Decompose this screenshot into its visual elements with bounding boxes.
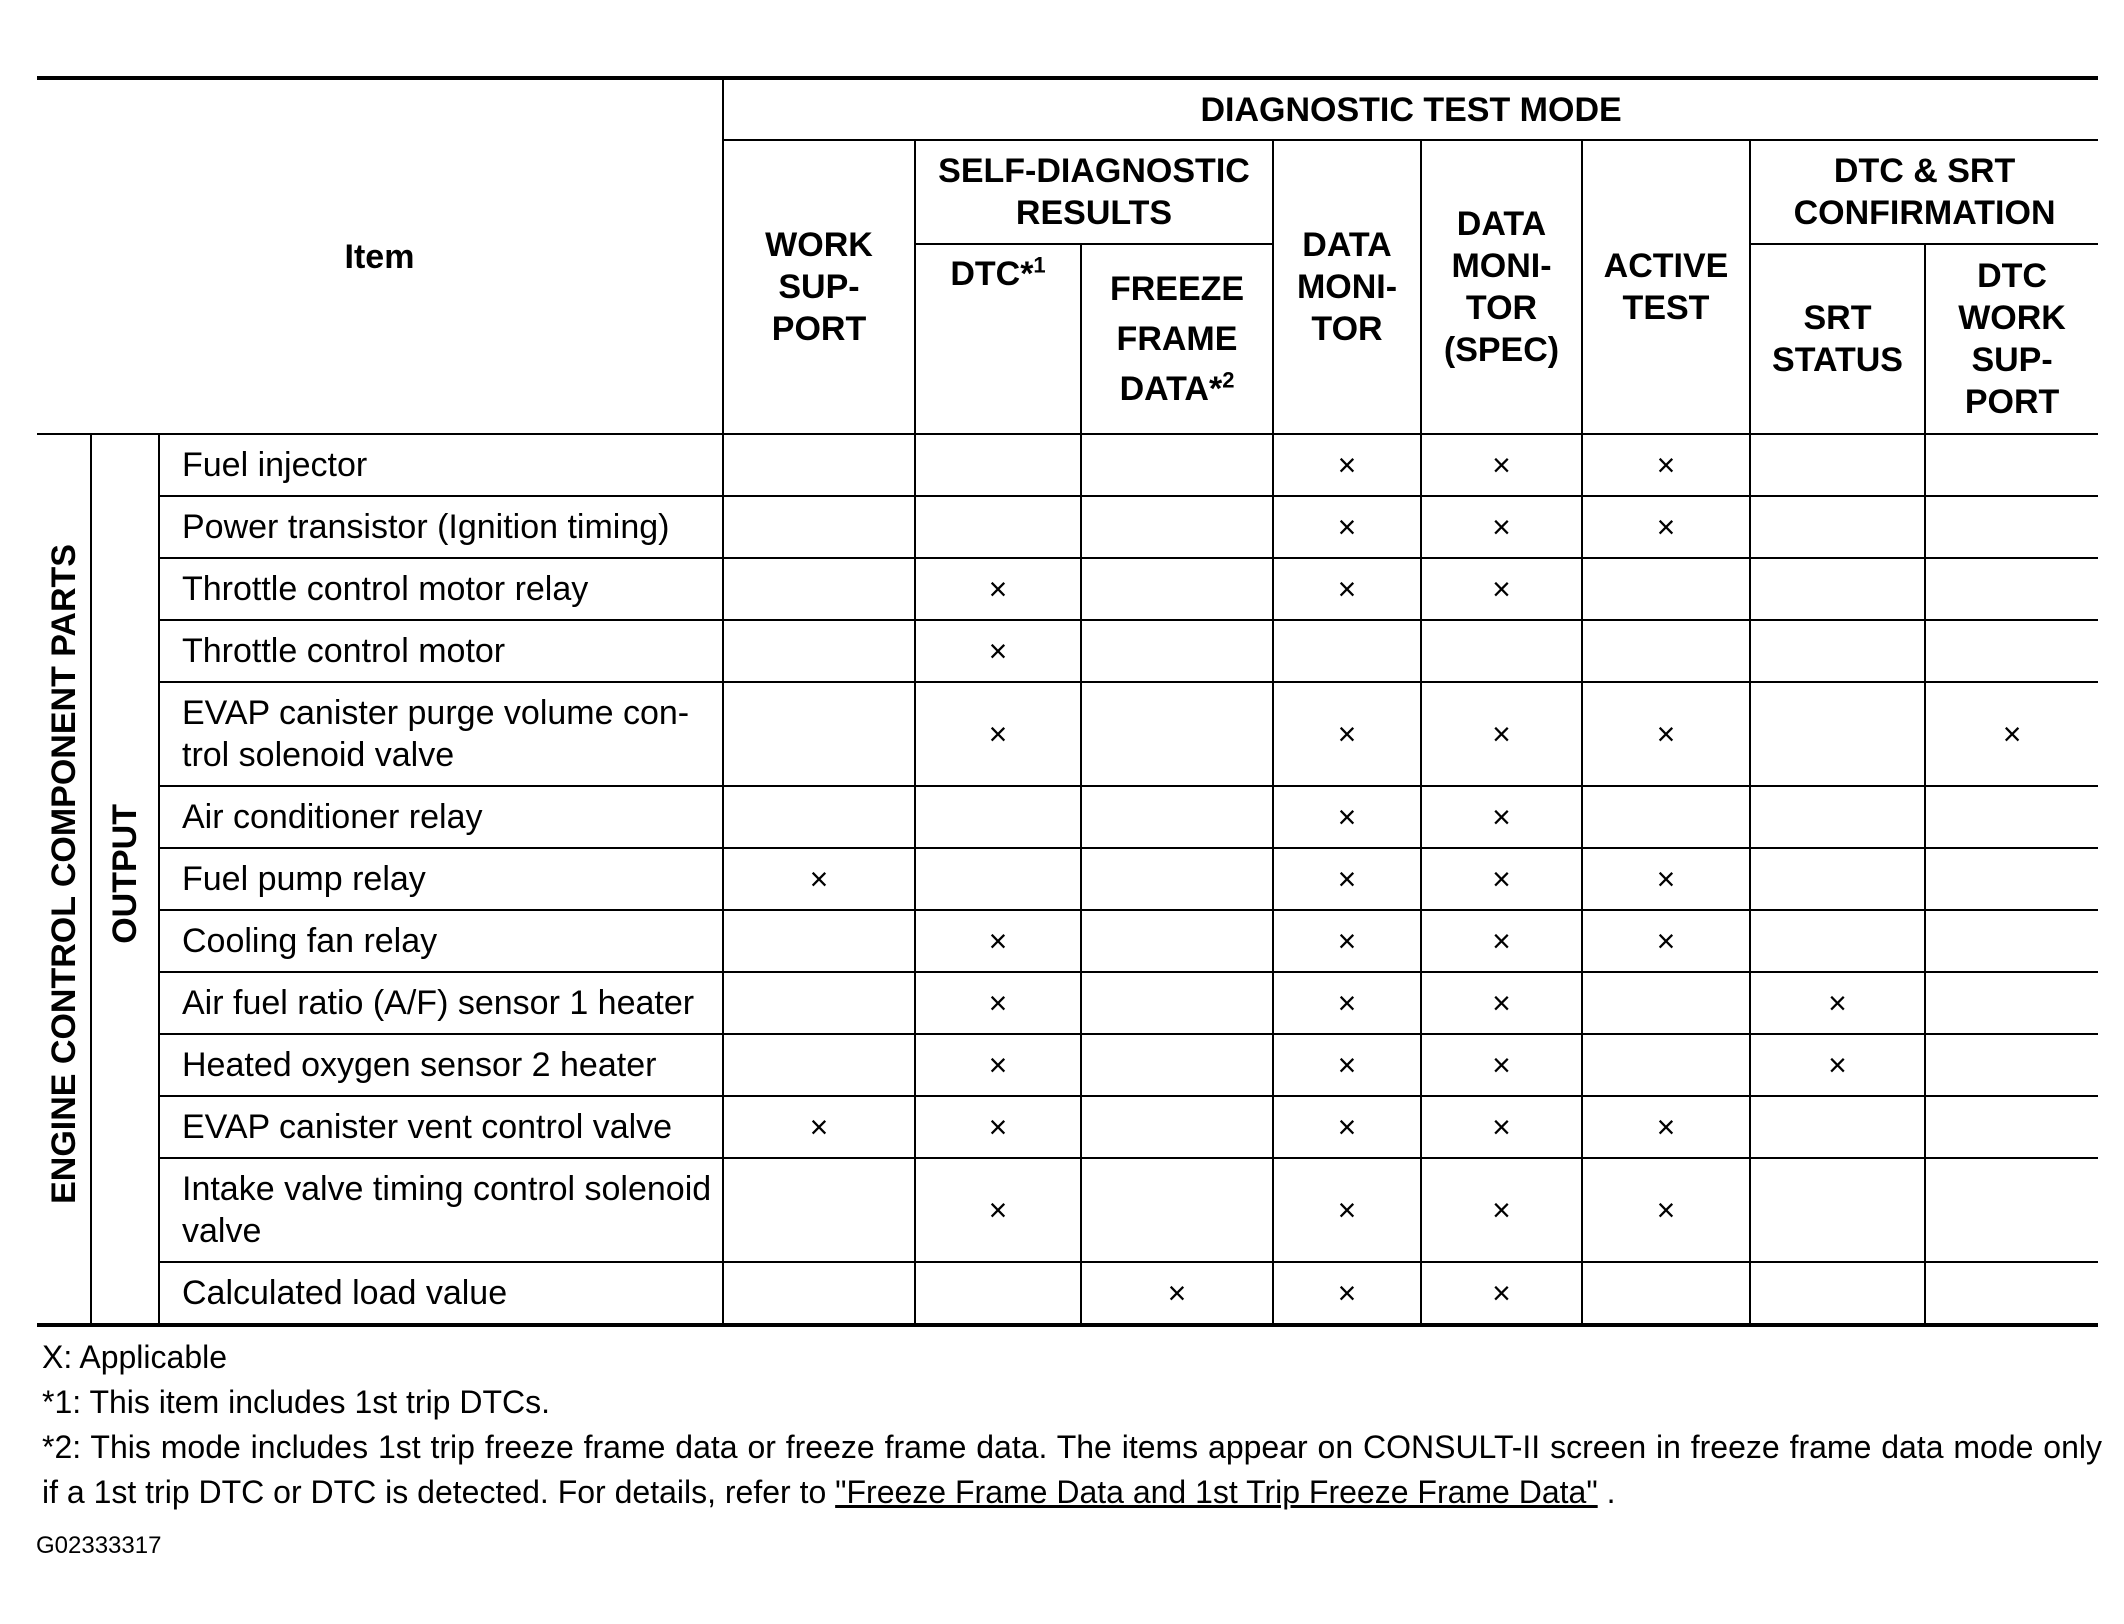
applicable-mark: × — [1273, 496, 1421, 558]
applicable-mark: × — [1925, 682, 2098, 786]
group-label-cell — [37, 434, 91, 1325]
applicable-mark — [723, 786, 915, 848]
applicable-mark — [1081, 682, 1273, 786]
subgroup-label: OUTPUT — [106, 804, 144, 944]
applicable-mark — [723, 682, 915, 786]
table-row — [37, 786, 2098, 848]
applicable-mark — [1925, 1262, 2098, 1325]
applicable-mark: × — [1081, 1262, 1273, 1325]
applicable-mark — [1582, 558, 1750, 620]
applicable-mark — [915, 786, 1081, 848]
applicable-mark — [1750, 496, 1925, 558]
item-name: Fuel injector — [159, 434, 723, 496]
note-applicable: X: Applicable — [42, 1339, 228, 1375]
applicable-mark — [1750, 910, 1925, 972]
applicable-mark: × — [1421, 1096, 1582, 1158]
applicable-mark — [1081, 558, 1273, 620]
applicable-mark: × — [723, 1096, 915, 1158]
applicable-mark: × — [915, 1096, 1081, 1158]
item-name: EVAP canister vent control valve — [159, 1096, 723, 1158]
srt-status-header: SRT STATUS — [1750, 244, 1925, 434]
applicable-mark — [1750, 1096, 1925, 1158]
item-name: Throttle control motor relay — [159, 558, 723, 620]
applicable-mark — [1925, 1158, 2098, 1262]
applicable-mark: × — [1582, 1096, 1750, 1158]
applicable-mark: × — [915, 1034, 1081, 1096]
applicable-mark — [1081, 1034, 1273, 1096]
applicable-mark: × — [1421, 1262, 1582, 1325]
active-test-header: ACTIVE TEST — [1582, 140, 1750, 434]
applicable-mark: × — [1582, 910, 1750, 972]
applicable-mark: × — [1421, 1034, 1582, 1096]
applicable-mark: × — [1421, 786, 1582, 848]
freeze-frame-data-header: FREEZE FRAME DATA*$^2$ — [1081, 244, 1273, 434]
applicable-mark — [1582, 786, 1750, 848]
applicable-mark — [1925, 620, 2098, 682]
applicable-mark — [1081, 910, 1273, 972]
group-label: ENGINE CONTROL COMPONENT PARTS — [44, 544, 83, 1204]
applicable-mark: × — [915, 1158, 1081, 1262]
applicable-mark — [723, 496, 915, 558]
applicable-mark: × — [1421, 558, 1582, 620]
applicable-mark — [1081, 848, 1273, 910]
applicable-mark: × — [1421, 848, 1582, 910]
applicable-mark — [1081, 972, 1273, 1034]
applicable-mark: × — [1273, 1158, 1421, 1262]
applicable-mark: × — [1273, 1262, 1421, 1325]
applicable-mark — [1925, 786, 2098, 848]
table-row — [37, 910, 2098, 972]
subgroup-label-cell — [91, 434, 159, 1325]
applicable-mark — [1273, 620, 1421, 682]
applicable-mark — [1750, 786, 1925, 848]
applicable-mark: × — [1421, 434, 1582, 496]
applicable-mark — [723, 434, 915, 496]
applicable-mark — [1582, 620, 1750, 682]
applicable-mark: × — [1582, 434, 1750, 496]
item-name: Cooling fan relay — [159, 910, 723, 972]
table-row — [37, 1262, 2098, 1325]
table-row — [37, 682, 2098, 786]
item-name: Power transistor (Ignition timing) — [159, 496, 723, 558]
item-name: Fuel pump relay — [159, 848, 723, 910]
note-2: *2: This mode includes 1st trip freeze frame data or freeze frame data. The items appear on CONSULT-II screen in freeze frame data mode only if a 1st trip DTC or DTC is detected. For details, refer to "Freeze Frame Data and 1st Trip Freeze Frame Data" . — [42, 1429, 2102, 1510]
figure-code: G02333317 — [36, 1532, 162, 1559]
applicable-mark: × — [1273, 786, 1421, 848]
applicable-mark: × — [1750, 1034, 1925, 1096]
table-row — [37, 848, 2098, 910]
applicable-mark — [1421, 620, 1582, 682]
applicable-mark: × — [915, 972, 1081, 1034]
applicable-mark: × — [1273, 558, 1421, 620]
data-monitor-header: DATA MONI- TOR — [1273, 140, 1421, 434]
table-row — [37, 1034, 2098, 1096]
applicable-mark: × — [1421, 682, 1582, 786]
dtc-header: DTC*$^1$ — [915, 244, 1081, 434]
applicable-mark — [1925, 972, 2098, 1034]
applicable-mark: × — [1421, 496, 1582, 558]
note-1: *1: This item includes 1st trip DTCs. — [42, 1384, 551, 1420]
applicable-mark: × — [1273, 972, 1421, 1034]
dtc-work-support-header: DTC WORK SUP- PORT — [1925, 244, 2098, 434]
table-row — [37, 434, 2098, 496]
applicable-mark — [915, 496, 1081, 558]
applicable-mark — [1750, 682, 1925, 786]
applicable-mark — [1925, 848, 2098, 910]
applicable-mark — [723, 620, 915, 682]
table-row — [37, 1096, 2098, 1158]
applicable-mark — [1925, 434, 2098, 496]
self-diagnostic-results-header: SELF-DIAGNOSTIC RESULTS — [915, 140, 1273, 244]
applicable-mark — [1925, 1034, 2098, 1096]
applicable-mark: × — [1273, 1034, 1421, 1096]
data-monitor-spec-header: DATA MONI- TOR (SPEC) — [1421, 140, 1582, 434]
table-row — [37, 1158, 2098, 1262]
applicable-mark: × — [1273, 1096, 1421, 1158]
applicable-mark: × — [1273, 910, 1421, 972]
applicable-mark — [1081, 786, 1273, 848]
applicable-mark — [1582, 1034, 1750, 1096]
applicable-mark — [1750, 558, 1925, 620]
applicable-mark — [1582, 1262, 1750, 1325]
applicable-mark — [915, 1262, 1081, 1325]
applicable-mark — [723, 972, 915, 1034]
applicable-mark: × — [1273, 848, 1421, 910]
applicable-mark — [1925, 558, 2098, 620]
table-row — [37, 558, 2098, 620]
applicable-mark — [915, 434, 1081, 496]
applicable-mark — [723, 1158, 915, 1262]
applicable-mark — [1750, 1262, 1925, 1325]
applicable-mark: × — [1582, 1158, 1750, 1262]
applicable-mark — [723, 1262, 915, 1325]
footnotes — [42, 1335, 2102, 1515]
item-name: Intake valve timing control solenoid valve — [159, 1158, 723, 1262]
applicable-mark — [1081, 620, 1273, 682]
table-row — [37, 972, 2098, 1034]
applicable-mark: × — [1582, 496, 1750, 558]
applicable-mark: × — [1273, 434, 1421, 496]
applicable-mark: × — [1421, 1158, 1582, 1262]
work-support-header: WORK SUP- PORT — [723, 140, 915, 434]
applicable-mark: × — [1273, 682, 1421, 786]
table-body — [37, 434, 2098, 1325]
applicable-mark: × — [915, 682, 1081, 786]
applicable-mark — [1081, 1158, 1273, 1262]
item-name: Air conditioner relay — [159, 786, 723, 848]
applicable-mark — [1750, 1158, 1925, 1262]
item-column-header: Item — [37, 78, 723, 434]
applicable-mark — [1081, 434, 1273, 496]
item-name: EVAP canister purge volume con- trol solenoid valve — [159, 682, 723, 786]
item-name: Throttle control motor — [159, 620, 723, 682]
table-row — [37, 496, 2098, 558]
dtc-srt-confirmation-header: DTC & SRT CONFIRMATION — [1750, 140, 2098, 244]
applicable-mark: × — [915, 558, 1081, 620]
applicable-mark — [723, 910, 915, 972]
applicable-mark — [1925, 496, 2098, 558]
item-name: Heated oxygen sensor 2 heater — [159, 1034, 723, 1096]
applicable-mark: × — [915, 620, 1081, 682]
applicable-mark — [1750, 848, 1925, 910]
applicable-mark — [1081, 1096, 1273, 1158]
applicable-mark — [1925, 910, 2098, 972]
applicable-mark: × — [1750, 972, 1925, 1034]
applicable-mark — [723, 1034, 915, 1096]
applicable-mark: × — [1582, 682, 1750, 786]
applicable-mark: × — [1421, 972, 1582, 1034]
applicable-mark: × — [915, 910, 1081, 972]
applicable-mark — [1925, 1096, 2098, 1158]
applicable-mark: × — [1582, 848, 1750, 910]
applicable-mark — [1582, 972, 1750, 1034]
applicable-mark — [1750, 620, 1925, 682]
applicable-mark — [1750, 434, 1925, 496]
item-name: Calculated load value — [159, 1262, 723, 1325]
item-name: Air fuel ratio (A/F) sensor 1 heater — [159, 972, 723, 1034]
applicable-mark: × — [723, 848, 915, 910]
table-row — [37, 620, 2098, 682]
freeze-frame-data-link[interactable]: "Freeze Frame Data and 1st Trip Freeze Frame Data" — [835, 1474, 1598, 1510]
applicable-mark: × — [1421, 910, 1582, 972]
diagnostic-mode-table — [37, 76, 2098, 1327]
applicable-mark — [915, 848, 1081, 910]
diagnostic-test-mode-header: DIAGNOSTIC TEST MODE — [723, 78, 2098, 140]
applicable-mark — [1081, 496, 1273, 558]
applicable-mark — [723, 558, 915, 620]
